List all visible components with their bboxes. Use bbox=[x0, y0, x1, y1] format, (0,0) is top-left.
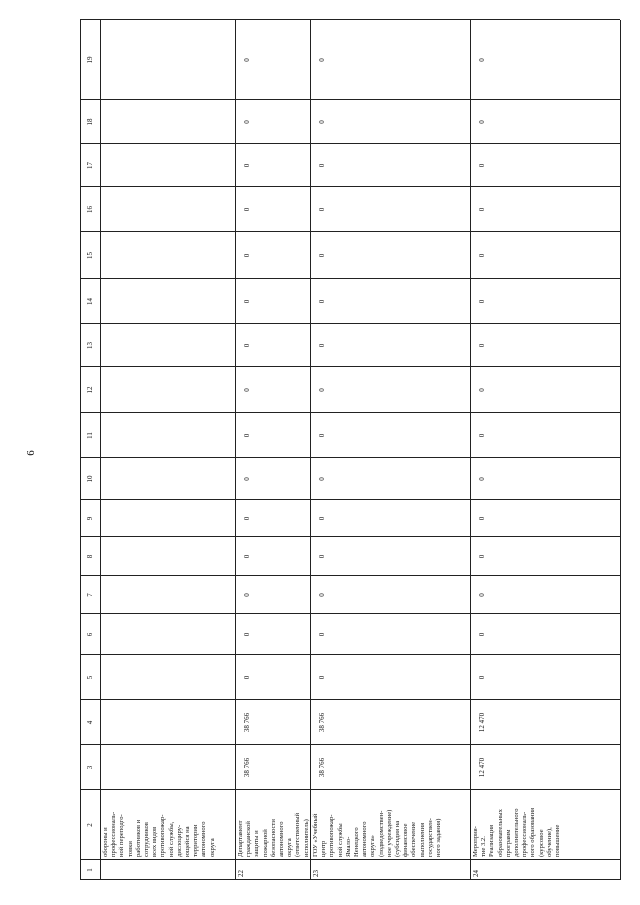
value-cell bbox=[100, 700, 235, 745]
value-cell bbox=[100, 537, 235, 576]
row-name: ГОУ «Учебный центр противопожар- ной службы Ямало- Ненецкого автономного округа» (подведомствен- ное учреждение) (субсидия на финансовое обеспечение выполнения государствен- ного задания) bbox=[312, 809, 443, 857]
value-cell: 0 bbox=[318, 388, 326, 392]
value-cell: 0 bbox=[478, 516, 486, 521]
value-cell: 0 bbox=[243, 253, 251, 258]
value-cell: 0 bbox=[478, 554, 486, 559]
value-cell bbox=[100, 655, 235, 700]
page-number: 6 bbox=[25, 450, 37, 456]
column-header-15: 15 bbox=[86, 252, 94, 259]
column-header-18: 18 bbox=[86, 118, 94, 126]
value-cell: 0 bbox=[318, 675, 326, 680]
value-cell: 0 bbox=[318, 632, 326, 637]
value-cell: 0 bbox=[478, 477, 486, 481]
value-cell: 38 766 bbox=[243, 712, 251, 733]
value-cell: 0 bbox=[243, 58, 251, 62]
value-cell: 12 470 bbox=[478, 757, 486, 778]
budget-table bbox=[80, 20, 620, 880]
value-cell: 0 bbox=[318, 343, 326, 348]
value-cell: 0 bbox=[318, 253, 326, 258]
value-cell: 38 766 bbox=[243, 757, 251, 778]
value-cell: 0 bbox=[478, 253, 486, 258]
table-body bbox=[80, 20, 620, 880]
value-cell bbox=[100, 324, 235, 367]
value-cell: 0 bbox=[478, 675, 486, 680]
value-cell: 0 bbox=[243, 299, 251, 304]
value-cell: 0 bbox=[243, 433, 251, 438]
value-cell: 0 bbox=[243, 593, 251, 597]
value-cell: 0 bbox=[243, 207, 251, 212]
value-cell: 0 bbox=[478, 299, 486, 304]
value-cell: 0 bbox=[478, 388, 486, 392]
row-number: 24 bbox=[472, 870, 480, 877]
column-header-6: 6 bbox=[86, 632, 94, 637]
value-cell bbox=[100, 144, 235, 187]
value-cell bbox=[100, 187, 235, 232]
value-cell: 0 bbox=[318, 516, 326, 521]
value-cell: 0 bbox=[243, 343, 251, 348]
value-cell: 0 bbox=[243, 388, 251, 392]
value-cell: 0 bbox=[478, 207, 486, 212]
value-cell: 0 bbox=[478, 593, 486, 597]
value-cell: 0 bbox=[243, 554, 251, 559]
row-number bbox=[100, 860, 235, 880]
value-cell bbox=[100, 458, 235, 500]
value-cell: 0 bbox=[478, 632, 486, 637]
column-header-12: 12 bbox=[86, 386, 94, 394]
column-header-3: 3 bbox=[86, 765, 94, 770]
column-header-5: 5 bbox=[86, 675, 94, 680]
value-cell: 0 bbox=[478, 120, 486, 124]
column-header-9: 9 bbox=[86, 516, 94, 521]
row-rule bbox=[620, 20, 621, 880]
value-cell bbox=[100, 232, 235, 279]
column-header-8: 8 bbox=[86, 554, 94, 559]
value-cell: 12 470 bbox=[478, 712, 486, 733]
value-cell: 0 bbox=[243, 632, 251, 637]
row-number: 23 bbox=[312, 870, 320, 877]
value-cell: 0 bbox=[318, 554, 326, 559]
column-header-14: 14 bbox=[86, 298, 94, 305]
value-cell: 0 bbox=[243, 675, 251, 680]
value-cell: 0 bbox=[478, 343, 486, 348]
column-header-4: 4 bbox=[86, 720, 94, 725]
value-cell bbox=[100, 745, 235, 790]
value-cell: 0 bbox=[243, 120, 251, 124]
value-cell: 0 bbox=[478, 58, 486, 62]
value-cell bbox=[100, 576, 235, 614]
value-cell bbox=[100, 413, 235, 458]
row-name: Мероприя- тие 3.2. Реализация образовательных программ дополнительного профессиональ- ного образования (курсовое обучение), повышение bbox=[472, 807, 562, 857]
value-cell bbox=[100, 100, 235, 144]
value-cell bbox=[100, 500, 235, 537]
value-cell: 0 bbox=[318, 433, 326, 438]
column-header-7: 7 bbox=[86, 593, 94, 597]
column-header-19: 19 bbox=[86, 56, 94, 64]
value-cell: 0 bbox=[243, 477, 251, 481]
row-number: 22 bbox=[237, 870, 245, 877]
row-name: Департамент гражданской защиты и пожарной безопасности автономного округа (ответственный исполнитель) bbox=[237, 812, 310, 857]
value-cell bbox=[100, 279, 235, 324]
value-cell: 0 bbox=[318, 299, 326, 304]
value-cell: 0 bbox=[243, 163, 251, 168]
value-cell bbox=[100, 367, 235, 413]
value-cell: 0 bbox=[318, 593, 326, 597]
value-cell bbox=[100, 20, 235, 100]
value-cell: 38 766 bbox=[318, 757, 326, 778]
value-cell: 0 bbox=[318, 120, 326, 124]
column-header-16: 16 bbox=[86, 206, 94, 213]
column-header-11: 11 bbox=[86, 432, 94, 439]
column-header-1: 1 bbox=[86, 868, 94, 872]
value-cell: 0 bbox=[318, 207, 326, 212]
value-cell: 0 bbox=[318, 163, 326, 168]
value-cell bbox=[100, 614, 235, 655]
column-header-17: 17 bbox=[86, 162, 94, 169]
value-cell: 0 bbox=[318, 477, 326, 481]
value-cell: 0 bbox=[243, 516, 251, 521]
column-header-10: 10 bbox=[86, 475, 94, 483]
value-cell: 0 bbox=[478, 163, 486, 168]
value-cell: 0 bbox=[478, 433, 486, 438]
value-cell: 38 766 bbox=[318, 712, 326, 733]
value-cell: 0 bbox=[318, 58, 326, 62]
row-name: обороны и профессиональ- ной переподго- товки работников и сотрудников всех видов противопожар- ной службы, дислоциру- ющейся на территории автономного округа bbox=[102, 811, 216, 857]
column-header-13: 13 bbox=[86, 342, 94, 349]
column-header-2: 2 bbox=[86, 823, 94, 827]
